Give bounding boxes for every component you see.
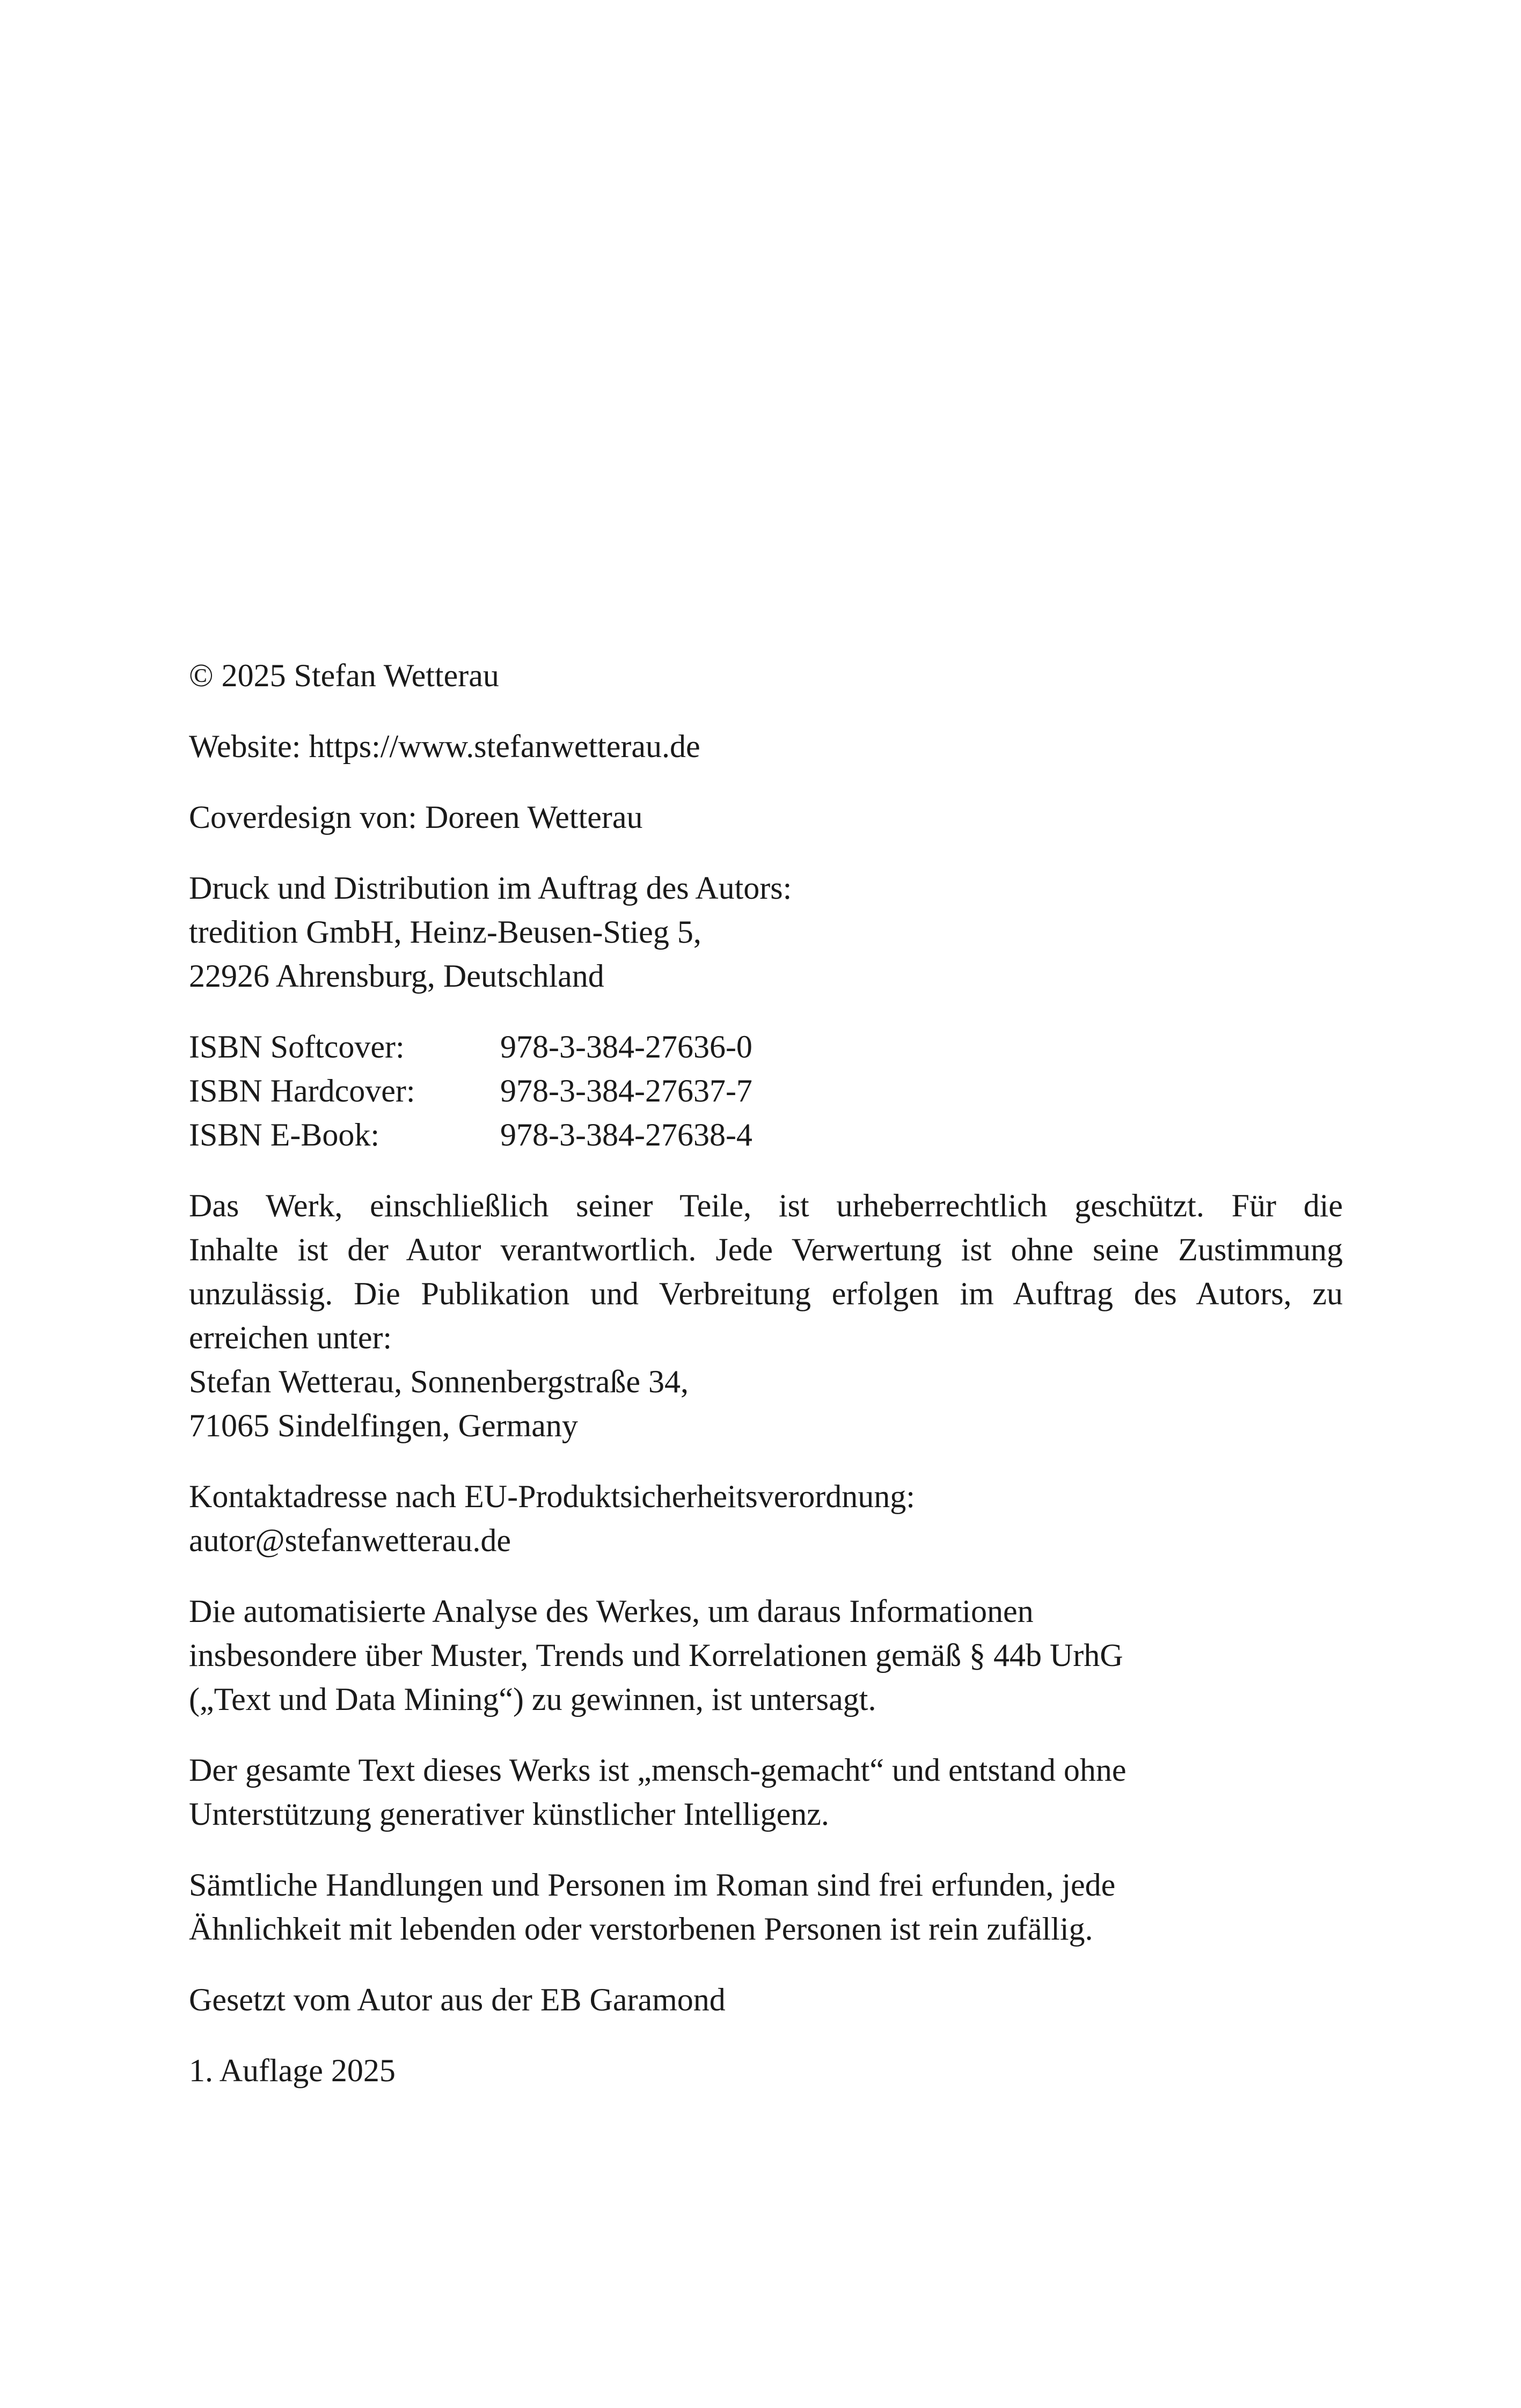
- isbn-row: [189, 1025, 752, 1069]
- edition-line: [189, 2049, 1343, 2093]
- print-distribution-line: Druck und Distribution im Auftrag des Autors:: [189, 870, 792, 906]
- isbn-row: [189, 1069, 752, 1113]
- copyright-notice-line: unzulässig. Die Publikation und Verbreitung erfolgen im Auftrag des Autors, zu: [189, 1276, 1343, 1311]
- cover-design-line: [189, 795, 1343, 839]
- isbn-label: ISBN Hardcover:: [189, 1073, 415, 1108]
- imprint-block: [189, 654, 1343, 2119]
- copyright-notice-line: Das Werk, einschließlich seiner Teile, ist urheberrechtlich geschützt. Für die: [189, 1188, 1343, 1223]
- copyright-notice-paragraph: [189, 1184, 1343, 1448]
- typeset-line: [189, 1978, 1343, 2022]
- isbn-value: 978-3-384-27638-4: [500, 1117, 752, 1152]
- copyright-notice-line: erreichen unter:: [189, 1320, 392, 1355]
- isbn-value: 978-3-384-27636-0: [500, 1029, 752, 1064]
- contact-email[interactable]: autor@stefanwetterau.de: [189, 1523, 511, 1558]
- isbn-value: 978-3-384-27637-7: [500, 1073, 752, 1108]
- copyright-notice-line: Stefan Wetterau, Sonnenbergstraße 34,: [189, 1364, 689, 1399]
- cover-design-text: Coverdesign von: Doreen Wetterau: [189, 799, 643, 835]
- typeset-text: Gesetzt vom Autor aus der EB Garamond: [189, 1982, 726, 2017]
- human-made-paragraph: [189, 1748, 1343, 1836]
- edition-text: 1. Auflage 2025: [189, 2053, 396, 2088]
- copyright-notice-line: 71065 Sindelfingen, Germany: [189, 1408, 578, 1443]
- isbn-label: ISBN E-Book:: [189, 1117, 380, 1152]
- website-line: [189, 724, 1343, 768]
- copyright-line: [189, 654, 1343, 698]
- website-text[interactable]: Website: https://www.stefanwetterau.de: [189, 729, 700, 764]
- isbn-label: ISBN Softcover:: [189, 1029, 405, 1064]
- print-distribution-paragraph: [189, 866, 1343, 998]
- fiction-notice-paragraph: [189, 1863, 1343, 1951]
- fiction-notice-line: Ähnlichkeit mit lebenden oder verstorbenen Personen ist rein zufällig.: [189, 1911, 1093, 1947]
- copyright-text: © 2025 Stefan Wetterau: [189, 658, 499, 693]
- isbn-row: [189, 1113, 752, 1157]
- tdm-notice-line: Die automatisierte Analyse des Werkes, um daraus Informationen: [189, 1594, 1034, 1629]
- human-made-line: Der gesamte Text dieses Werks ist „mensch-gemacht“ und entstand ohne: [189, 1752, 1127, 1788]
- contact-line: Kontaktadresse nach EU-Produktsicherheitsverordnung:: [189, 1479, 915, 1514]
- isbn-table: [189, 1025, 752, 1157]
- tdm-notice-line: („Text und Data Mining“) zu gewinnen, ist untersagt.: [189, 1682, 876, 1717]
- contact-paragraph: [189, 1474, 1343, 1562]
- print-distribution-line: tredition GmbH, Heinz-Beusen-Stieg 5,: [189, 914, 701, 950]
- tdm-notice-paragraph: [189, 1589, 1343, 1721]
- fiction-notice-line: Sämtliche Handlungen und Personen im Roman sind frei erfunden, jede: [189, 1867, 1116, 1903]
- print-distribution-line: 22926 Ahrensburg, Deutschland: [189, 958, 604, 994]
- copyright-notice-line: Inhalte ist der Autor verantwortlich. Jede Verwertung ist ohne seine Zustimmung: [189, 1232, 1343, 1267]
- human-made-line: Unterstützung generativer künstlicher Intelligenz.: [189, 1796, 829, 1832]
- tdm-notice-line: insbesondere über Muster, Trends und Korrelationen gemäß § 44b UrhG: [189, 1638, 1123, 1673]
